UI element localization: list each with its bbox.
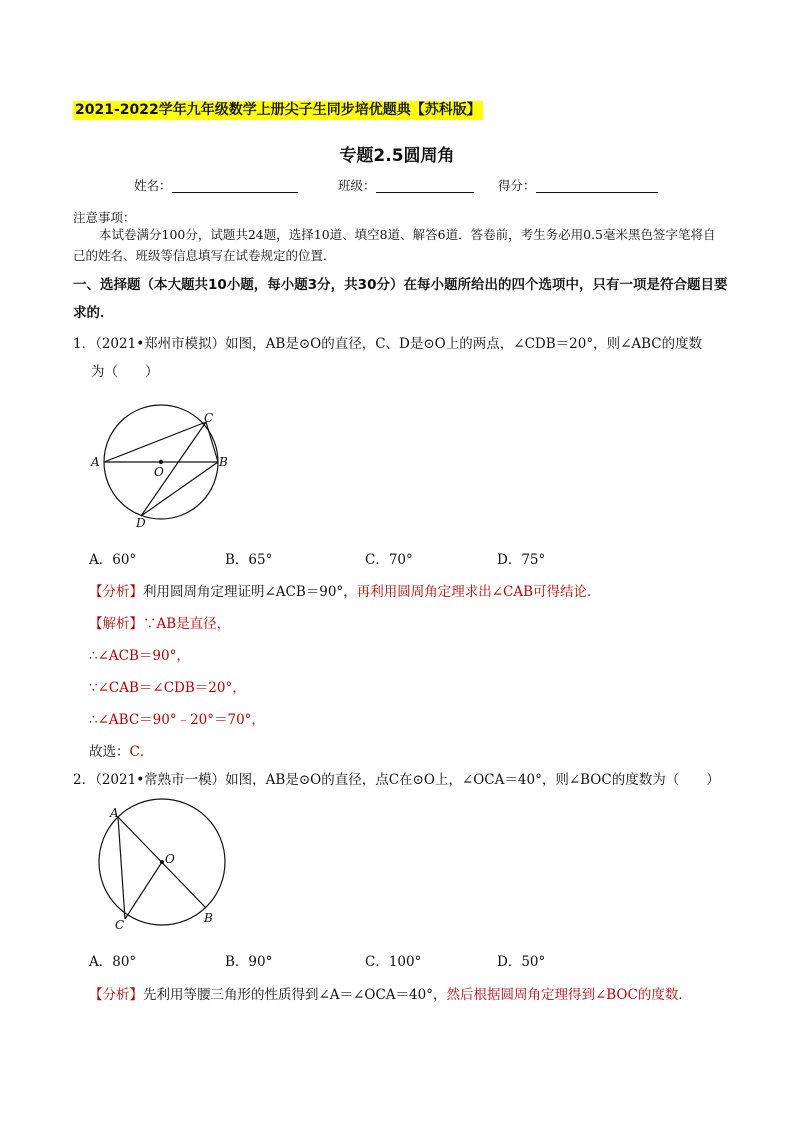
q1-analysis-text: 利用圆周角定理证明∠ACB＝90°， bbox=[143, 584, 357, 600]
q2-stem: 如图，AB是⊙O的直径，点C在⊙O上，∠OCA＝40°，则∠BOC的度数为（ ） bbox=[225, 772, 720, 788]
class-label: 班级： bbox=[338, 178, 376, 193]
q1-answer bbox=[89, 740, 153, 760]
q2-options bbox=[89, 950, 689, 970]
q1-figure bbox=[90, 410, 240, 535]
q2-label-c: C bbox=[115, 918, 125, 932]
q1-number: 1． bbox=[73, 336, 96, 352]
notice-heading: 注意事项： bbox=[73, 210, 136, 225]
class-field[interactable] bbox=[338, 176, 474, 194]
question-2 bbox=[73, 766, 733, 794]
q1-analysis bbox=[89, 580, 601, 600]
q2-analysis-text-red: 然后根据圆周角定理得到∠BOC的度数． bbox=[446, 987, 692, 1003]
score-field[interactable] bbox=[498, 176, 658, 194]
q2-option-a[interactable]: A．80° bbox=[89, 954, 137, 970]
q1-source: （2021•郑州市模拟） bbox=[95, 336, 226, 352]
question-1 bbox=[73, 330, 733, 386]
q1-solution-line-3: ∵∠CAB＝∠CDB＝20°， bbox=[89, 680, 246, 696]
notice-body: 本试卷满分100分，试题共24题，选择10道、填空8道、解答6道．答卷前，考生务必用0.5毫米黑色签字笔将自己的姓名、班级等信息填写在试卷规定的位置． bbox=[73, 227, 716, 263]
q1-stem-cont: 为（ ） bbox=[91, 364, 159, 380]
q2-figure bbox=[92, 805, 242, 935]
q1-stem: 如图，AB是⊙O的直径，C、D是⊙O上的两点，∠CDB＝20°，则∠ABC的度数 bbox=[225, 336, 703, 352]
q2-label-a: A bbox=[110, 806, 119, 820]
q1-answer-value: C． bbox=[129, 744, 154, 760]
q1-analysis-tag: 【分析】 bbox=[89, 584, 143, 600]
section-heading: 一、选择题（本大题共10小题，每小题3分，共30分）在每小题所给出的四个选项中，只有一项是符合题目要求的． bbox=[73, 277, 728, 321]
q2-option-d[interactable]: D．50° bbox=[497, 954, 546, 970]
q1-label-c: C bbox=[204, 411, 214, 425]
q1-label-o: O bbox=[154, 465, 164, 479]
score-blank[interactable] bbox=[536, 178, 658, 193]
q2-analysis bbox=[89, 983, 692, 1003]
q2-analysis-tag: 【分析】 bbox=[89, 987, 143, 1003]
q1-label-d: D bbox=[136, 516, 146, 530]
q1-label-a: A bbox=[91, 455, 100, 469]
q1-option-c[interactable]: C．70° bbox=[365, 552, 413, 568]
q2-option-b[interactable]: B．90° bbox=[225, 954, 273, 970]
q2-option-c[interactable]: C．100° bbox=[365, 954, 422, 970]
banner-title: 2021-2022学年九年级数学上册尖子生同步培优题典【苏科版】 bbox=[75, 102, 481, 118]
q2-analysis-text: 先利用等腰三角形的性质得到∠A＝∠OCA＝40°， bbox=[143, 987, 447, 1003]
q1-solution-tag: 【解析】 bbox=[89, 616, 143, 632]
class-blank[interactable] bbox=[376, 178, 474, 193]
score-label: 得分： bbox=[498, 178, 536, 193]
q1-solution-line-4: ∴∠ABC＝90°﹣20°＝70°， bbox=[89, 712, 265, 728]
q2-label-o: O bbox=[165, 852, 175, 866]
q2-label-b: B bbox=[204, 911, 213, 925]
q1-option-d[interactable]: D．75° bbox=[497, 552, 546, 568]
q1-label-b: B bbox=[219, 455, 228, 469]
q2-source: （2021•常熟市一模） bbox=[95, 772, 226, 788]
q1-answer-label: 故选： bbox=[89, 744, 130, 760]
name-blank[interactable] bbox=[172, 178, 298, 193]
q1-analysis-text-red: 再利用圆周角定理求出∠CAB可得结论． bbox=[356, 584, 601, 600]
q2-number: 2． bbox=[73, 772, 96, 788]
q1-options bbox=[89, 548, 689, 568]
q1-solution-line-2: ∴∠ACB＝90°， bbox=[89, 648, 190, 664]
page-title: 专题2.5圆周角 bbox=[339, 146, 455, 166]
q1-solution-text-1: ∵AB是直径， bbox=[143, 616, 231, 632]
q1-solution-line-1 bbox=[89, 612, 230, 632]
name-label: 姓名： bbox=[134, 178, 172, 193]
q1-option-b[interactable]: B．65° bbox=[225, 552, 273, 568]
student-info-row bbox=[0, 176, 794, 196]
name-field[interactable] bbox=[134, 176, 298, 194]
q1-option-a[interactable]: A．60° bbox=[89, 552, 137, 568]
